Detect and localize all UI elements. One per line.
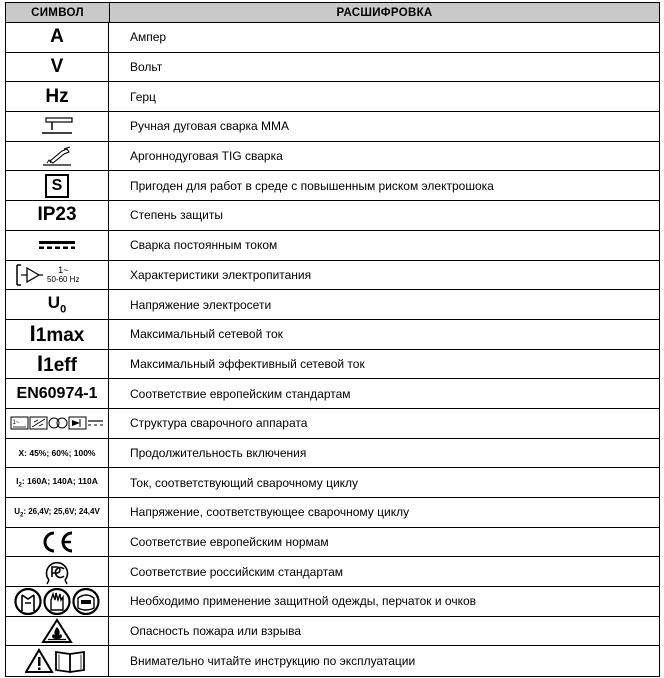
row-meaning: Максимальный сетевой ток (130, 327, 283, 342)
row-meaning: Опасность пожара или взрыва (130, 624, 302, 639)
symbol-u0: $U_0$ (47, 293, 67, 316)
row-meaning: Необходимо применение защитной одежды, перчаток и очков (130, 594, 477, 609)
row-meaning: Ампер (130, 30, 167, 45)
table-row (6, 350, 659, 380)
table-header (6, 3, 659, 23)
symbol-i1eff: I1eff (37, 350, 77, 376)
table-row (6, 587, 659, 617)
row-meaning: Аргоннодуговая TIG сварка (130, 149, 283, 164)
header-symbol: СИМВОЛ (6, 3, 110, 22)
direct-current-icon (37, 240, 77, 250)
read-manual-icon (25, 648, 89, 674)
power-supply-icon (14, 263, 44, 287)
table-row (6, 468, 659, 498)
row-meaning: Степень защиты (130, 208, 223, 223)
table-row (6, 112, 659, 142)
table-row (6, 439, 659, 469)
row-meaning: Характеристики электропитания (130, 267, 312, 282)
table-row (6, 290, 659, 320)
table-row (6, 23, 659, 53)
row-meaning: Структура сварочного аппарата (130, 416, 308, 431)
table-row (6, 409, 659, 439)
symbol-weld-voltage: $U_2$: 26,4V; 25,6V; 24,4V (14, 506, 100, 519)
symbol-hertz: Hz (45, 85, 69, 107)
symbols-table (5, 2, 660, 677)
phase-label: 1~ (58, 264, 69, 275)
row-meaning: Напряжение электросети (130, 297, 272, 312)
mma-electrode-icon (40, 116, 74, 136)
row-meaning: Ручная дуговая сварка ММА (130, 119, 290, 134)
row-meaning: Соответствие российским стандартам (130, 564, 344, 579)
row-meaning: Сварка постоянным током (130, 238, 278, 253)
row-meaning: Ток, соответствующий сварочному циклу (130, 475, 359, 490)
rst-mark-icon (41, 559, 73, 585)
table-row (6, 617, 659, 647)
svg-text:1~: 1~ (12, 420, 20, 427)
symbol-duty-cycle: X: 45%; 60%; 100% (18, 447, 96, 458)
row-meaning: Продолжительность включения (130, 445, 307, 460)
table-row (6, 171, 659, 201)
symbol-weld-current: $I_2$: 160A; 140A; 110A (16, 476, 98, 489)
symbol-i1max: I1max (29, 321, 85, 347)
table-row (6, 379, 659, 409)
row-meaning: Соответствие европейским нормам (130, 535, 329, 550)
tig-torch-icon (40, 145, 74, 167)
frequency-label: 50-60 Hz (47, 274, 80, 284)
table-row (6, 498, 659, 528)
table-row (6, 82, 659, 112)
symbol-ip23: IP23 (37, 204, 77, 226)
row-meaning: Соответствие европейским стандартам (130, 386, 351, 401)
table-row (6, 142, 659, 172)
row-meaning: Герц (130, 89, 156, 104)
table-row (6, 53, 659, 83)
symbol-ampere: A (50, 26, 64, 48)
row-meaning: Максимальный эффективный сетевой ток (130, 356, 365, 371)
table-row (6, 231, 659, 261)
table-row (6, 557, 659, 587)
row-meaning: Пригоден для работ в среде с повышенным риском электрошока (130, 178, 494, 193)
table-row (6, 320, 659, 350)
symbol-volt: V (50, 56, 64, 78)
ce-mark-icon (39, 530, 75, 554)
table-row (6, 201, 659, 231)
protective-gear-icon (14, 588, 100, 615)
row-meaning: Внимательно читайте инструкцию по эксплуатации (130, 654, 416, 669)
header-meaning: РАСШИФРОВКА (336, 6, 433, 19)
welder-structure-icon (10, 415, 104, 431)
table-row (6, 261, 659, 291)
table-row (6, 528, 659, 558)
symbol-en60974: EN60974-1 (16, 384, 98, 402)
row-meaning: Вольт (130, 60, 163, 75)
fire-hazard-icon (41, 618, 73, 644)
row-meaning: Напряжение, соответствующее сварочному циклу (130, 505, 410, 520)
table-row (6, 646, 659, 676)
symbol-s-box: S (45, 174, 69, 198)
